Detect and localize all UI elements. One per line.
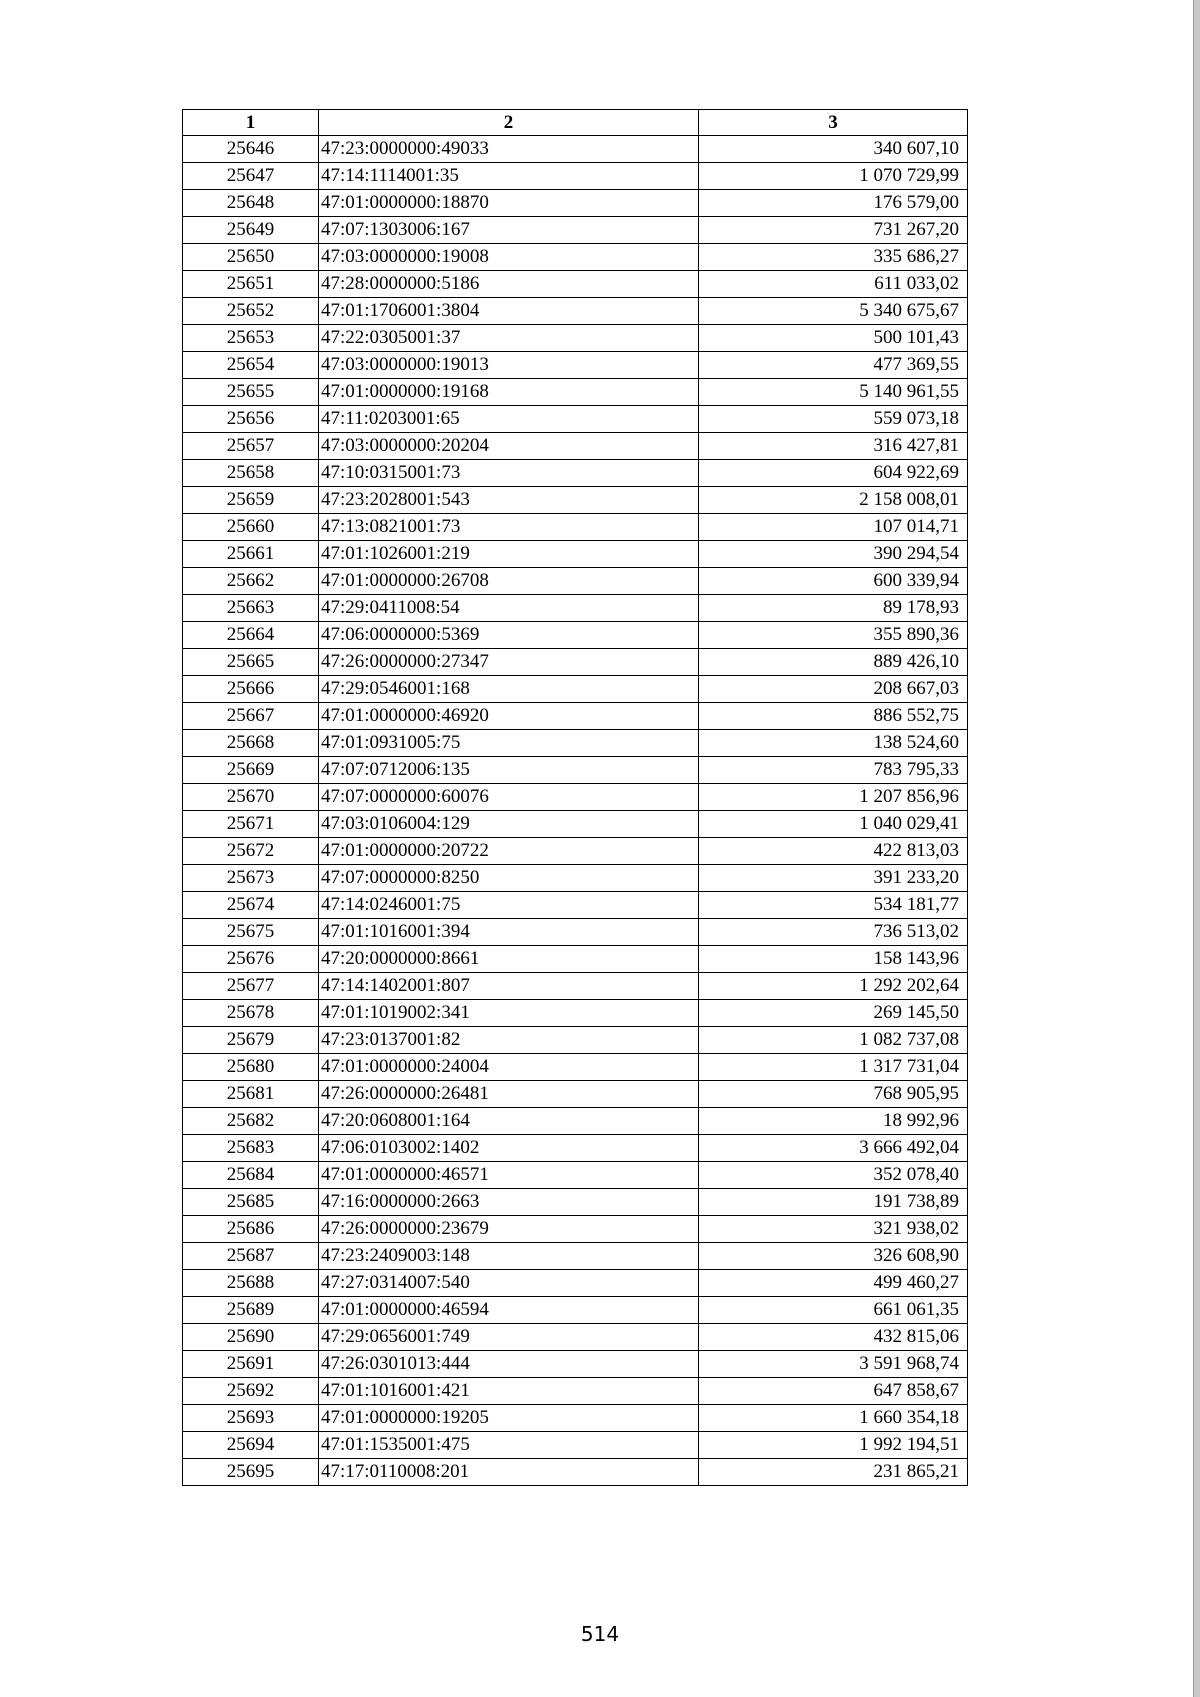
table-row (183, 1189, 968, 1216)
cadastral-number: 47:03:0000000:20204 (319, 433, 699, 460)
row-number: 25682 (183, 1108, 319, 1135)
cadastral-value: 768 905,95 (699, 1081, 968, 1108)
row-number: 25673 (183, 865, 319, 892)
row-number: 25657 (183, 433, 319, 460)
cadastral-number: 47:01:0000000:19168 (319, 379, 699, 406)
cadastral-value: 1 070 729,99 (699, 163, 968, 190)
cadastral-value: 661 061,35 (699, 1297, 968, 1324)
row-number: 25685 (183, 1189, 319, 1216)
cadastral-value: 783 795,33 (699, 757, 968, 784)
row-number: 25686 (183, 1216, 319, 1243)
table-row (183, 757, 968, 784)
cadastral-value: 231 865,21 (699, 1459, 968, 1486)
table-row (183, 1324, 968, 1351)
row-number: 25648 (183, 190, 319, 217)
cadastral-value: 138 524,60 (699, 730, 968, 757)
table-row (183, 838, 968, 865)
cadastral-value: 534 181,77 (699, 892, 968, 919)
cadastral-number: 47:07:0000000:60076 (319, 784, 699, 811)
row-number: 25667 (183, 703, 319, 730)
row-number: 25655 (183, 379, 319, 406)
cadastral-number: 47:14:0246001:75 (319, 892, 699, 919)
table-body (183, 136, 968, 1486)
cadastral-number: 47:26:0000000:26481 (319, 1081, 699, 1108)
table-row (183, 676, 968, 703)
cadastral-value: 316 427,81 (699, 433, 968, 460)
table-row (183, 1351, 968, 1378)
table-row (183, 811, 968, 838)
header-col-3: 3 (699, 110, 968, 136)
row-number: 25666 (183, 676, 319, 703)
table-row (183, 190, 968, 217)
table-row (183, 892, 968, 919)
row-number: 25651 (183, 271, 319, 298)
cadastral-number: 47:26:0301013:444 (319, 1351, 699, 1378)
row-number: 25683 (183, 1135, 319, 1162)
cadastral-number: 47:23:2409003:148 (319, 1243, 699, 1270)
row-number: 25672 (183, 838, 319, 865)
row-number: 25694 (183, 1432, 319, 1459)
cadastral-value: 477 369,55 (699, 352, 968, 379)
cadastral-value: 559 073,18 (699, 406, 968, 433)
table-row (183, 865, 968, 892)
table-row (183, 1432, 968, 1459)
row-number: 25676 (183, 946, 319, 973)
table-row (183, 271, 968, 298)
cadastral-number: 47:13:0821001:73 (319, 514, 699, 541)
table-row (183, 946, 968, 973)
page-edge (1193, 0, 1200, 1697)
row-number: 25649 (183, 217, 319, 244)
table-row (183, 784, 968, 811)
row-number: 25661 (183, 541, 319, 568)
cadastral-value: 2 158 008,01 (699, 487, 968, 514)
row-number: 25687 (183, 1243, 319, 1270)
cadastral-value: 340 607,10 (699, 136, 968, 163)
row-number: 25680 (183, 1054, 319, 1081)
row-number: 25679 (183, 1027, 319, 1054)
row-number: 25669 (183, 757, 319, 784)
cadastral-value: 499 460,27 (699, 1270, 968, 1297)
row-number: 25650 (183, 244, 319, 271)
row-number: 25659 (183, 487, 319, 514)
cadastral-value: 611 033,02 (699, 271, 968, 298)
cadastral-number: 47:01:0000000:46594 (319, 1297, 699, 1324)
row-number: 25688 (183, 1270, 319, 1297)
cadastral-value: 321 938,02 (699, 1216, 968, 1243)
table-row (183, 325, 968, 352)
cadastral-value: 5 340 675,67 (699, 298, 968, 325)
table-row (183, 433, 968, 460)
cadastral-number: 47:01:0000000:24004 (319, 1054, 699, 1081)
cadastral-number: 47:23:0137001:82 (319, 1027, 699, 1054)
cadastral-number: 47:01:1016001:394 (319, 919, 699, 946)
cadastral-value: 736 513,02 (699, 919, 968, 946)
cadastral-value: 432 815,06 (699, 1324, 968, 1351)
cadastral-number: 47:01:0000000:26708 (319, 568, 699, 595)
cadastral-number: 47:07:1303006:167 (319, 217, 699, 244)
cadastral-number: 47:01:1535001:475 (319, 1432, 699, 1459)
cadastral-value: 600 339,94 (699, 568, 968, 595)
cadastral-number: 47:20:0000000:8661 (319, 946, 699, 973)
cadastral-number: 47:27:0314007:540 (319, 1270, 699, 1297)
cadastral-number: 47:14:1402001:807 (319, 973, 699, 1000)
row-number: 25689 (183, 1297, 319, 1324)
row-number: 25678 (183, 1000, 319, 1027)
row-number: 25654 (183, 352, 319, 379)
row-number: 25670 (183, 784, 319, 811)
cadastral-number: 47:01:0000000:19205 (319, 1405, 699, 1432)
cadastral-value: 647 858,67 (699, 1378, 968, 1405)
cadastral-number: 47:22:0305001:37 (319, 325, 699, 352)
cadastral-number: 47:01:0000000:18870 (319, 190, 699, 217)
table-row (183, 244, 968, 271)
row-number: 25652 (183, 298, 319, 325)
cadastral-number: 47:20:0608001:164 (319, 1108, 699, 1135)
cadastral-value: 269 145,50 (699, 1000, 968, 1027)
cadastral-number: 47:07:0000000:8250 (319, 865, 699, 892)
table-row (183, 1297, 968, 1324)
cadastral-value: 18 992,96 (699, 1108, 968, 1135)
cadastral-value: 107 014,71 (699, 514, 968, 541)
row-number: 25660 (183, 514, 319, 541)
row-number: 25665 (183, 649, 319, 676)
cadastral-number: 47:10:0315001:73 (319, 460, 699, 487)
cadastral-number: 47:26:0000000:27347 (319, 649, 699, 676)
table-row (183, 1027, 968, 1054)
cadastral-value: 500 101,43 (699, 325, 968, 352)
cadastral-number: 47:03:0000000:19008 (319, 244, 699, 271)
row-number: 25656 (183, 406, 319, 433)
table-row (183, 406, 968, 433)
cadastral-value: 326 608,90 (699, 1243, 968, 1270)
cadastral-number: 47:01:1019002:341 (319, 1000, 699, 1027)
cadastral-value: 731 267,20 (699, 217, 968, 244)
table-row (183, 352, 968, 379)
row-number: 25695 (183, 1459, 319, 1486)
cadastral-value: 1 660 354,18 (699, 1405, 968, 1432)
table-row (183, 919, 968, 946)
cadastral-number: 47:28:0000000:5186 (319, 271, 699, 298)
cadastral-value: 422 813,03 (699, 838, 968, 865)
table-row (183, 1459, 968, 1486)
table-row (183, 460, 968, 487)
table-header (183, 110, 968, 136)
page-number: 514 (580, 1622, 620, 1646)
cadastral-number: 47:01:1706001:3804 (319, 298, 699, 325)
row-number: 25646 (183, 136, 319, 163)
cadastral-number: 47:29:0411008:54 (319, 595, 699, 622)
table-row (183, 1108, 968, 1135)
row-number: 25658 (183, 460, 319, 487)
cadastral-number: 47:29:0546001:168 (319, 676, 699, 703)
cadastral-value: 1 292 202,64 (699, 973, 968, 1000)
cadastral-number: 47:03:0000000:19013 (319, 352, 699, 379)
cadastral-number: 47:26:0000000:23679 (319, 1216, 699, 1243)
header-row (183, 110, 968, 136)
row-number: 25664 (183, 622, 319, 649)
row-number: 25671 (183, 811, 319, 838)
table-row (183, 1270, 968, 1297)
row-number: 25675 (183, 919, 319, 946)
table-row (183, 1243, 968, 1270)
cadastral-value: 889 426,10 (699, 649, 968, 676)
cadastral-value: 352 078,40 (699, 1162, 968, 1189)
cadastral-value: 390 294,54 (699, 541, 968, 568)
cadastral-number: 47:14:1114001:35 (319, 163, 699, 190)
table-row (183, 703, 968, 730)
cadastral-number: 47:29:0656001:749 (319, 1324, 699, 1351)
cadastral-number: 47:01:0931005:75 (319, 730, 699, 757)
row-number: 25663 (183, 595, 319, 622)
table-row (183, 487, 968, 514)
row-number: 25668 (183, 730, 319, 757)
table-row (183, 1216, 968, 1243)
cadastral-value: 604 922,69 (699, 460, 968, 487)
cadastral-number: 47:17:0110008:201 (319, 1459, 699, 1486)
row-number: 25674 (183, 892, 319, 919)
cadastral-value: 3 666 492,04 (699, 1135, 968, 1162)
cadastral-number: 47:16:0000000:2663 (319, 1189, 699, 1216)
table-row (183, 1054, 968, 1081)
row-number: 25647 (183, 163, 319, 190)
cadastral-value: 89 178,93 (699, 595, 968, 622)
table-row (183, 1135, 968, 1162)
cadastral-value: 208 667,03 (699, 676, 968, 703)
table-row (183, 568, 968, 595)
row-number: 25684 (183, 1162, 319, 1189)
cadastral-value: 158 143,96 (699, 946, 968, 973)
cadastral-value: 1 992 194,51 (699, 1432, 968, 1459)
cadastral-number: 47:06:0000000:5369 (319, 622, 699, 649)
table-row (183, 595, 968, 622)
cadastral-value: 176 579,00 (699, 190, 968, 217)
cadastral-number: 47:11:0203001:65 (319, 406, 699, 433)
row-number: 25690 (183, 1324, 319, 1351)
cadastral-value: 3 591 968,74 (699, 1351, 968, 1378)
cadastral-number: 47:01:0000000:20722 (319, 838, 699, 865)
cadastral-value: 1 207 856,96 (699, 784, 968, 811)
cadastral-value: 1 082 737,08 (699, 1027, 968, 1054)
table-row (183, 541, 968, 568)
table-row (183, 1000, 968, 1027)
table-row (183, 730, 968, 757)
table-row (183, 217, 968, 244)
table-row (183, 622, 968, 649)
row-number: 25691 (183, 1351, 319, 1378)
row-number: 25693 (183, 1405, 319, 1432)
table-row (183, 649, 968, 676)
cadastral-number: 47:01:1026001:219 (319, 541, 699, 568)
cadastral-value: 5 140 961,55 (699, 379, 968, 406)
table-row (183, 1162, 968, 1189)
data-table (182, 109, 968, 1486)
table-row (183, 973, 968, 1000)
cadastral-value: 886 552,75 (699, 703, 968, 730)
table-row (183, 514, 968, 541)
table-row (183, 1378, 968, 1405)
table-row (183, 163, 968, 190)
cadastral-number: 47:23:0000000:49033 (319, 136, 699, 163)
header-col-1: 1 (183, 110, 319, 136)
table-row (183, 298, 968, 325)
table-row (183, 1405, 968, 1432)
cadastral-value: 391 233,20 (699, 865, 968, 892)
cadastral-number: 47:06:0103002:1402 (319, 1135, 699, 1162)
row-number: 25653 (183, 325, 319, 352)
row-number: 25681 (183, 1081, 319, 1108)
cadastral-value: 1 040 029,41 (699, 811, 968, 838)
cadastral-number: 47:01:0000000:46920 (319, 703, 699, 730)
header-col-2: 2 (319, 110, 699, 136)
table-row (183, 1081, 968, 1108)
cadastral-number: 47:07:0712006:135 (319, 757, 699, 784)
cadastral-value: 191 738,89 (699, 1189, 968, 1216)
cadastral-value: 335 686,27 (699, 244, 968, 271)
cadastral-value: 1 317 731,04 (699, 1054, 968, 1081)
cadastral-number: 47:01:1016001:421 (319, 1378, 699, 1405)
row-number: 25677 (183, 973, 319, 1000)
table-row (183, 379, 968, 406)
cadastral-number: 47:01:0000000:46571 (319, 1162, 699, 1189)
table-row (183, 136, 968, 163)
row-number: 25692 (183, 1378, 319, 1405)
cadastral-value: 355 890,36 (699, 622, 968, 649)
row-number: 25662 (183, 568, 319, 595)
cadastral-number: 47:23:2028001:543 (319, 487, 699, 514)
cadastral-number: 47:03:0106004:129 (319, 811, 699, 838)
